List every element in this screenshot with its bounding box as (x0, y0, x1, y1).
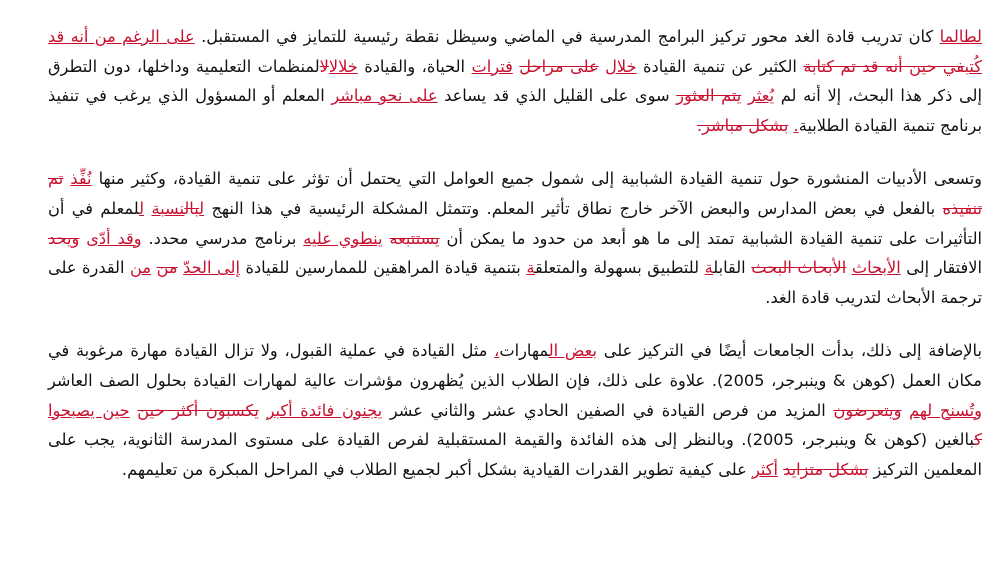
body-text: بالإضافة إلى ذلك، بدأت الجامعات أيضًا في التركيز على (597, 341, 982, 361)
inserted-text: ينطوي عليه (303, 228, 383, 248)
inserted-text: وتُسنح لهم (909, 400, 982, 420)
body-text: برنامج مدرسي محدد. (141, 228, 304, 248)
inserted-text: يجنون فائدة أكبر (266, 400, 383, 420)
body-text: القابل (713, 258, 752, 278)
inserted-text: من (130, 258, 152, 278)
inserted-text: ل (139, 198, 145, 218)
inserted-text: أكثر (751, 459, 778, 479)
inserted-text: فترات (471, 56, 513, 76)
inserted-text: ، (494, 341, 500, 361)
body-text: المعلم أو المسؤول الذي يرغب في تنفيذ برنامج تنمية القيادة الطلابية (48, 86, 982, 135)
body-text: بتنمية قيادة المراهقين للممارسين للقيادة (239, 258, 527, 278)
inserted-text: خلال (328, 56, 358, 76)
inserted-text: خلال (605, 56, 637, 76)
body-text: مهارات (499, 341, 549, 361)
paragraph-1 (48, 22, 982, 140)
body-text: القدرة على ترجمة الأبحاث لتدريب قادة الغد. (48, 258, 982, 307)
body-text: الحياة، والقيادة (357, 56, 472, 76)
body-text: على كيفية تطوير القدرات القيادية بشكل أكبر لجميع الطلاب في المراحل المبكرة من تعليمهم. (121, 459, 752, 479)
deleted-text: بشكل متزايد (783, 459, 869, 479)
body-text: الافتقار إلى (900, 258, 982, 278)
deleted-text: ال (319, 56, 329, 76)
body-text: لمعلم في أن التأثيرات على تنمية القيادة الشبابية تمتد إلى ما هو أبعد من حدود ما يمكن أن (48, 198, 983, 248)
deleted-text: بال (184, 198, 200, 218)
inserted-text: يُعثر (747, 86, 775, 106)
body-text (901, 401, 909, 420)
inserted-text: على الرغم من أنه قد كُتب (48, 27, 982, 76)
inserted-text: إلى الحدّ (183, 258, 240, 278)
inserted-text: وقد أدّى (86, 228, 142, 248)
paragraph-3 (48, 336, 982, 484)
inserted-text: . (793, 115, 799, 135)
body-text: كان تدريب قادة الغد محور تركيز البرامج المدرسية في الماضي وسيظل نقطة رئيسية للتمايز في المستقبل. (194, 27, 940, 46)
body-text: وتسعى الأدبيات المنشورة حول تنمية القيادة الشبابية إلى شمول جميع العوامل التي يحتمل أن تؤثر على تنمية القيادة، و (157, 169, 982, 189)
deleted-text: من (156, 258, 178, 278)
paragraph-2 (48, 164, 982, 312)
body-text: بالفعل في بعض المدارس والبعض الآخر خارج نطاق تأثير المعلم. وتتمثل المشكلة الرئيسية في هذا النهج (204, 198, 943, 218)
deleted-text: ويحد (48, 228, 80, 248)
inserted-text: بعض ال (548, 341, 597, 361)
inserted-text: حين يصبحوا (48, 400, 130, 420)
inserted-text: الأبحاث (851, 258, 901, 278)
body-text: المزيد من فرص القيادة في الصفين الحادي عشر والثاني عشر (382, 400, 834, 420)
deleted-text: يستتبعه (389, 228, 440, 248)
deleted-text: يكسبون أكثر حين (137, 400, 259, 420)
body-text: سوى على القليل الذي قد يساعد (437, 86, 677, 106)
deleted-text: يتم العثور (676, 86, 742, 106)
deleted-text: ويتعرضون (833, 400, 902, 420)
inserted-text: على نحو مباشر (331, 86, 438, 106)
body-text (259, 401, 267, 420)
inserted-text: لطالما (939, 27, 982, 46)
deleted-text: على مراحل (519, 56, 599, 76)
body-text: كثير منها (91, 169, 158, 189)
body-text: بالغين (كوهن & وينبرجر، 2005). وبالنظر إلى هذه الفائدة والقيمة المستقبلية لفرص القيادة على مستوى المدرسة الثانوية، يجب على المعلمين التركيز (48, 430, 982, 479)
document-body (48, 22, 982, 508)
deleted-text: ك (974, 430, 982, 450)
deleted-text: الأبحاث البحث (751, 258, 847, 278)
deleted-text: في حين أنه قد تم كتابة (803, 56, 965, 76)
deleted-text: تم تنفيذه (48, 169, 982, 218)
body-text (741, 86, 748, 105)
inserted-text: ة (704, 258, 714, 278)
body-text: الكثير عن تنمية القيادة (636, 56, 804, 76)
body-text: مثل القيادة في عملية القبول، ولا تزال القيادة مهارة مرغوبة في مكان العمل (كوهن & وينبرجر، 2005). علاوة على ذلك، فإن الطلاب الذين يُظهرون مؤشرات عالية لمهارات القيادة بحلول الصف العاشر (48, 341, 982, 390)
body-text: للتطبيق بسهولة والمتعلق (535, 258, 705, 278)
deleted-text: بشكل مباشر. (696, 115, 789, 135)
inserted-text: نسبة (151, 198, 185, 218)
inserted-text: نُفِّذ (70, 169, 92, 189)
body-text: المنظمات التعليمية وداخلها، دون التطرق إلى ذكر هذا البحث، إلا أنه لم (48, 56, 982, 106)
inserted-text: ل (199, 198, 205, 218)
inserted-text: ة (526, 258, 535, 278)
